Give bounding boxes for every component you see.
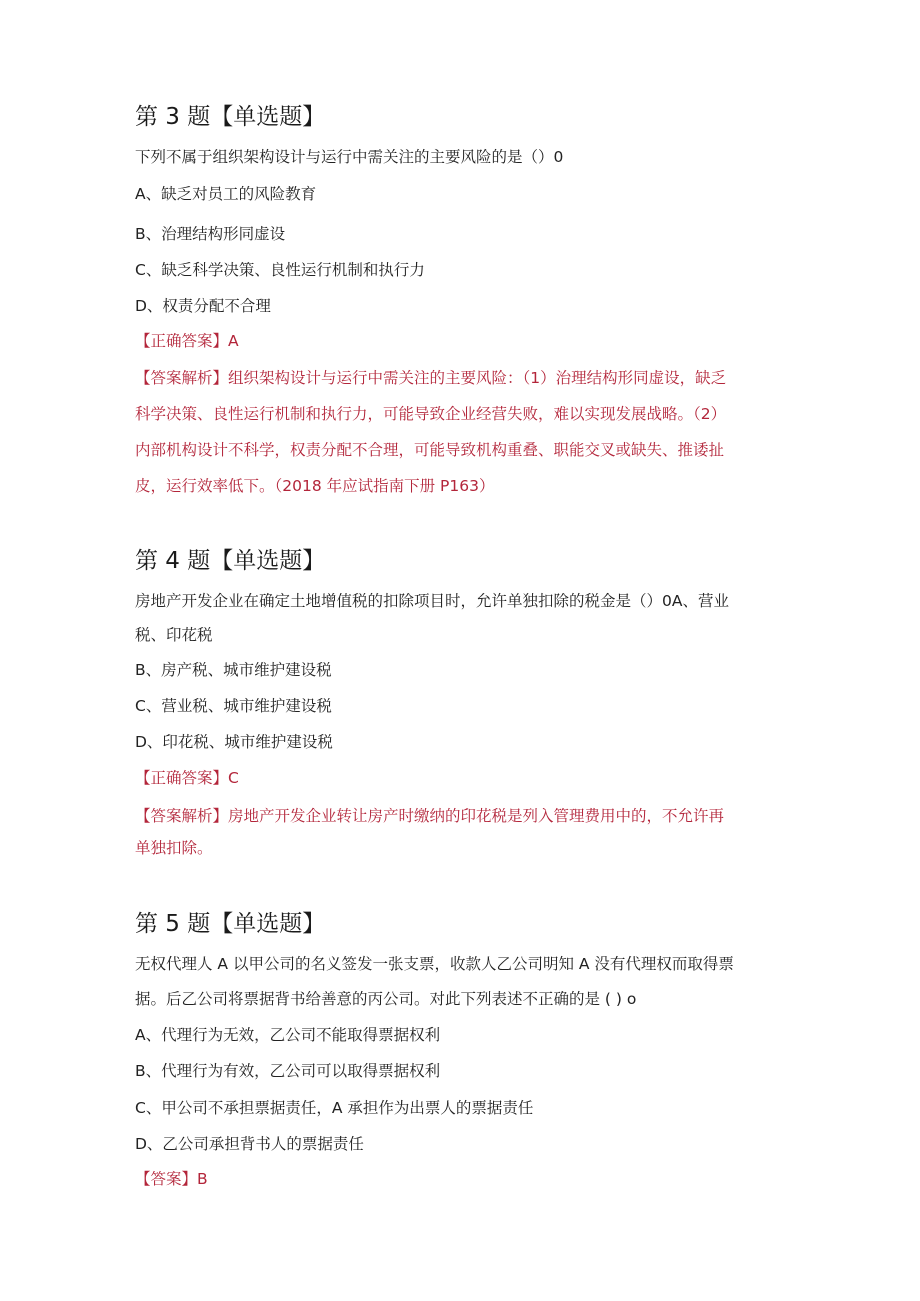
question-4-analysis-line-1: 【答案解析】房地产开发企业转让房产时缴纳的印花税是列入管理费用中的，不允许再 (135, 807, 725, 825)
question-4-option-c: C、营业税、城市维护建设税 (135, 697, 332, 715)
question-5-answer: 【答案】B (135, 1170, 208, 1188)
question-5-option-c: C、甲公司不承担票据责任，A 承担作为出票人的票据责任 (135, 1099, 534, 1117)
question-4-option-d: D、印花税、城市维护建设税 (135, 733, 333, 751)
question-3-analysis-line-1: 【答案解析】组织架构设计与运行中需关注的主要风险：（1）治理结构形同虚设，缺乏 (135, 369, 727, 387)
question-3-analysis-line-2: 科学决策、良性运行机制和执行力，可能导致企业经营失败，难以实现发展战略。（2） (135, 405, 727, 423)
question-5-stem-line-1: 无权代理人 A 以甲公司的名义签发一张支票，收款人乙公司明知 A 没有代理权而取得票 (135, 955, 734, 973)
question-3-title: 第 3 题【单选题】 (135, 104, 326, 130)
question-3-answer: 【正确答案】A (135, 332, 239, 350)
question-3-analysis-line-4: 皮，运行效率低下。（2018 年应试指南下册 P163） (135, 477, 495, 495)
question-3-option-d: D、权责分配不合理 (135, 297, 271, 315)
question-4-stem-line-2: 税、印花税 (135, 626, 213, 644)
question-4-title: 第 4 题【单选题】 (135, 548, 326, 574)
question-3-option-a: A、缺乏对员工的风险教育 (135, 185, 317, 203)
question-3-stem: 下列不属于组织架构设计与运行中需关注的主要风险的是（）0 (135, 148, 564, 166)
question-3-analysis-line-3: 内部机构设计不科学，权责分配不合理，可能导致机构重叠、职能交叉或缺失、推诿扯 (135, 441, 725, 459)
question-4-option-b: B、房产税、城市维护建设税 (135, 661, 332, 679)
question-5-option-b: B、代理行为有效，乙公司可以取得票据权利 (135, 1062, 441, 1080)
question-5-title: 第 5 题【单选题】 (135, 911, 326, 937)
question-5-stem-line-2: 据。后乙公司将票据背书给善意的丙公司。对此下列表述不正确的是 ( ) o (135, 990, 637, 1008)
question-3-option-c: C、缺乏科学决策、良性运行机制和执行力 (135, 261, 425, 279)
question-4-answer: 【正确答案】C (135, 769, 239, 787)
question-4-stem-line-1: 房地产开发企业在确定土地增值税的扣除项目时，允许单独扣除的税金是（）0A、营业 (135, 592, 729, 610)
question-4-analysis-line-2: 单独扣除。 (135, 839, 213, 857)
question-5-option-a: A、代理行为无效，乙公司不能取得票据权利 (135, 1026, 441, 1044)
question-3-option-b: B、治理结构形同虚设 (135, 225, 286, 243)
question-5-option-d: D、乙公司承担背书人的票据责任 (135, 1135, 364, 1153)
